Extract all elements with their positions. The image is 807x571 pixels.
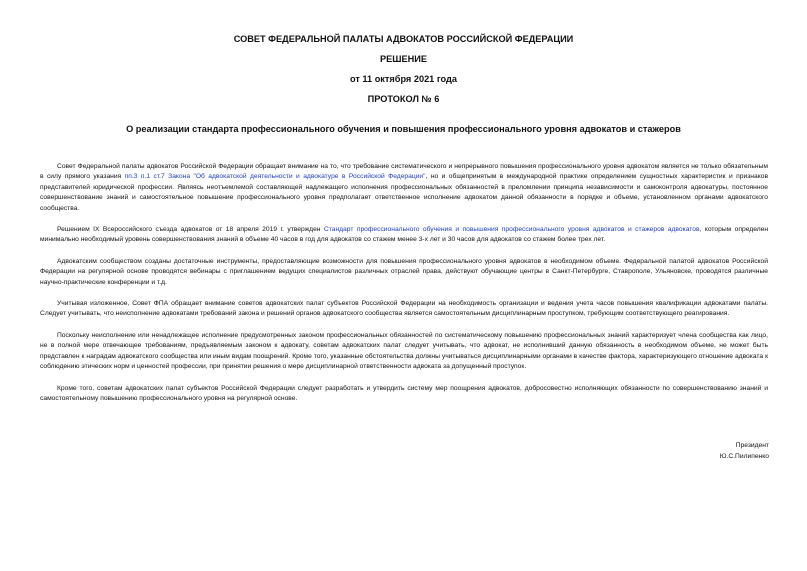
org-heading: СОВЕТ ФЕДЕРАЛЬНОЙ ПАЛАТЫ АДВОКАТОВ РОССИЙСКОЙ ФЕДЕРАЦИИ	[233, 34, 574, 44]
doc-type-heading: РЕШЕНИЕ	[380, 54, 427, 64]
law-article-link[interactable]: пп.3 п.1 ст.7	[124, 173, 165, 181]
advocacy-law-link[interactable]: Закона "Об адвокатской деятельности и адвокатуре в Российской Федерации"	[168, 173, 426, 181]
paragraph-3: Адвокатским сообществом созданы достаточные инструменты, предоставляющие возможности для повышения профессионального уровня адвокатов в необходимом объеме. Федеральной палатой адвокатов Российской Федерации на регулярной основе проводятся вебинары с приглашением ведущих специалистов различных отраслей права, действуют обучающие центры в Санкт-Петербурге, Ставрополе, Ульяновске, проводятся различные научно-практические конференции и т.д.	[40, 257, 768, 286]
paragraph-1-text-a: Совет Федеральной палаты адвокатов Российской Федерации обращает внимание на то, что требование систематического и непрерывного повышения профессионального уровня адвокатом является не только обязательным в силу прямого указания	[40, 163, 768, 181]
paragraph-1-text-c: , но и общепринятым в международной практике определением сущностных характеристик и признаков представителей юридической профессии. Являясь неотъемлемой составляющей надлежащего исполнения профессиональных обязанностей в преломлении принципа независимости и самоконтроля адвокатуры, постоянное совершенствование знаний и самостоятельное повышение профессионального уровня предполагает ответственное исполнение адвокатом данной обязанности в порядке и объеме, установленном органами адвокатского сообщества.	[40, 173, 768, 212]
paragraph-2	[40, 225, 768, 246]
paragraph-4: Учитывая изложенное, Совет ФПА обращает внимание советов адвокатских палат субъектов Российской Федерации на необходимость организации и ведения учета часов повышения квалификации адвокатами палаты. Следует учитывать, что неисполнение адвокатами требований закона и решений органов адвокатского сообщества является самостоятельным дисциплинарным проступком, требующим соответствующего реагирования.	[40, 300, 768, 318]
paragraph-1	[40, 162, 768, 214]
training-standard-link[interactable]: Стандарт профессионального обучения и повышения профессионального уровня адвокатов и стажеров адвокатов	[323, 226, 700, 234]
paragraph-2-text-a: Решением IX Всероссийского съезда адвокатов от 18 апреля 2019 г. утвержден	[57, 226, 324, 234]
protocol-heading: ПРОТОКОЛ № 6	[367, 94, 440, 104]
signature-name: Ю.С.Пилипенко	[719, 453, 769, 460]
signature-position: Президент	[735, 442, 769, 449]
document-body	[40, 162, 768, 415]
date-heading: от 11 октября 2021 года	[350, 74, 457, 84]
paragraph-5: Поскольку неисполнение или ненадлежащее исполнение предусмотренных законом профессиональных обязанностей по систематическому повышению профессиональных знаний характеризует члена сообщества как лицо, не в полной мере отвечающее требованиям, предъявляемым законом к адвокату, советам адвокатских палат следует учитывать, что адвокат, не исполнивший данную обязанность в необходимом объеме, не может быть представлен к наградам адвокатского сообщества или иным видам поощрений. Кроме того, указанные обстоятельства должны учитываться дисциплинарными органами в качестве фактора, характеризующего отношение адвоката к соблюдению этических норм и ценностей профессии, при принятии решения о мере дисциплинарной ответственности адвоката за допущенный проступок.	[40, 331, 768, 371]
document-title: О реализации стандарта профессионального обучения и повышения профессионального уровня адвокатов и стажеров	[126, 124, 681, 134]
paragraph-2-text-b: , которым определен минимально необходимый уровень совершенствования знаний в объеме 40 часов в год для адвокатов со стажем менее 3-х лет и 30 часов для адвокатов со стажем более трех лет.	[40, 226, 769, 244]
paragraph-6: Кроме того, советам адвокатских палат субъектов Российской Федерации следует разработать и утвердить систему мер поощрения адвокатов, добросовестно исполняющих обязанности по совершенствованию знаний и самостоятельному повышению профессионального уровня на регулярной основе.	[40, 384, 768, 402]
